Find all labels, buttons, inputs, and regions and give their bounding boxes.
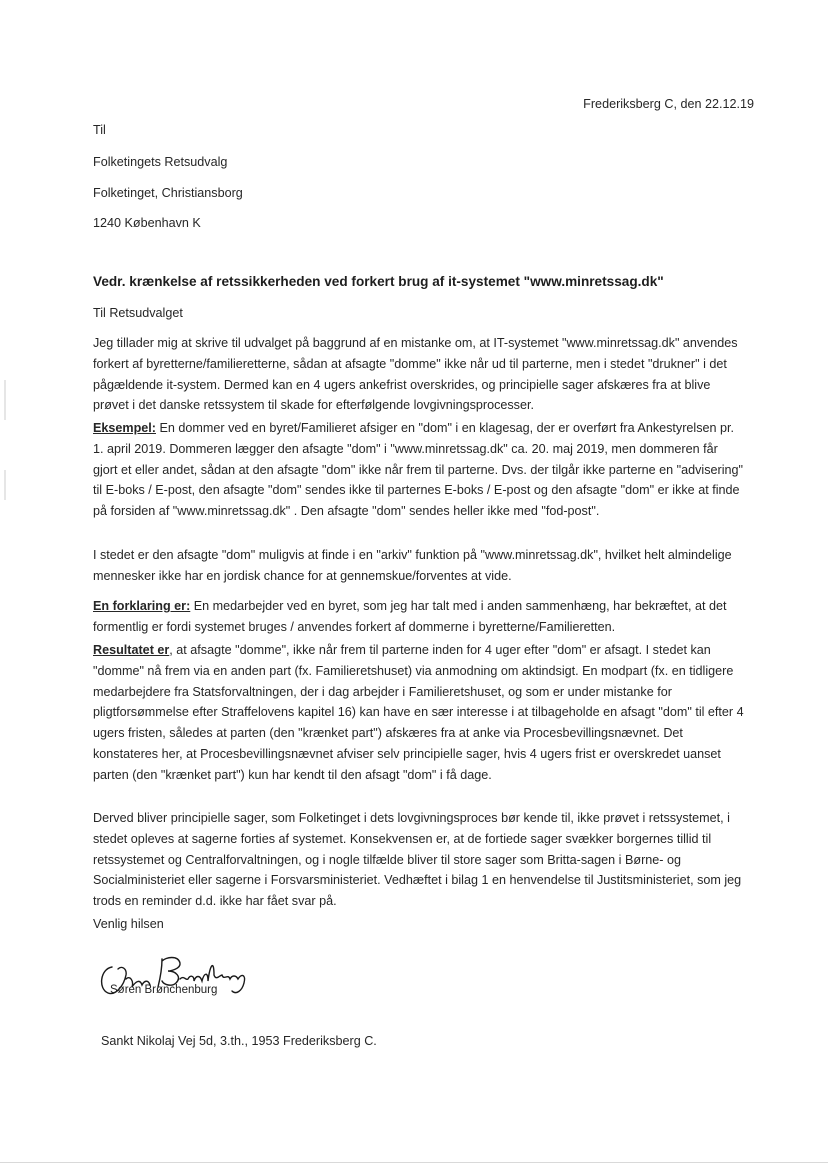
handwritten-signature [96, 945, 276, 1005]
paragraph-archive: I stedet er den afsagte "dom" muligvis at finde i en "arkiv" funktion på "www.minretssag.dk", hvilket helt almindelige mennesker ikke har en jordisk chance for at gennemskue/forventes at vide. [93, 548, 732, 583]
scan-edge-mark [4, 470, 6, 500]
paragraph-text: , at afsagte "domme", ikke når frem til parterne inden for 4 uger efter "dom" er afsagt. I stedet kan "domme" nå frem via en anden part (fx. Familieretshuset) via anmodning om aktindsigt. En modpart (fx. en tidligere medarbejdere fra Statsforvaltningen, der i dag arbejder i Familieretshuset, og som er under mistanke for pligtforsømmelse efter Straffelovens kapitel 16) kan have en sær interesse i at tilbageholde en afsagt "dom" til efter 4 ugers fristen, således at parten (den "krænket part") afskæres fra at anke via Procesbevillingsnævnet. Det konstateres her, at Procesbevillingsnævnet afviser selv principielle sager, hvis 4 ugers frist er overskredet uanset parten (den "krænket part") kun har kendt til den afsagt "dom" i få dage. [93, 643, 744, 782]
paragraph-result [93, 640, 745, 786]
recipient-line-3: 1240 København K [93, 216, 201, 230]
paragraph-lead: En forklaring er: [93, 599, 191, 613]
paragraph-explanation [93, 596, 745, 638]
paragraph-intro: Jeg tillader mig at skrive til udvalget på baggrund af en mistanke om, at IT-systemet "www.minretssag.dk" anvendes forkert af byretterne/familieretterne, sådan at afsagte "domme" ikke når ud til parterne, men i stedet "drukner" i det pågældende it-system. Dermed kan en 4 ugers ankefrist overskrides, og principielle sager afskæres fra at blive prøvet i det danske retssystem til skade for efterfølgende lovgivningsprocesser. [93, 336, 738, 413]
recipient-line-2: Folketinget, Christiansborg [93, 186, 243, 200]
salutation: Til Retsudvalget [93, 306, 183, 320]
paragraph-consequence: Derved bliver principielle sager, som Folketinget i dets lovgivningsproces bør kende til, ikke prøvet i retssystemet, i stedet opleves at sagerne forties af systemet. Konsekvensen er, at de fortiede sager svækker borgernes tillid til retssystemet og Centralforvaltningen, og i nogle tilfælde bliver til store sager som Britta-sagen i Børne- og Socialministeriet eller sagerne i Forsvarsministeriet. Vedhæftet i bilag 1 en henvendelse til Justitsministeriet, som jeg trods en reminder d.d. ikke har fået svar på. [93, 811, 742, 909]
recipient-to: Til [93, 123, 106, 137]
scan-bottom-line [0, 1162, 828, 1163]
recipient-line-1: Folketingets Retsudvalg [93, 155, 228, 169]
paragraph-text: En medarbejder ved en byret, som jeg har talt med i anden sammenhæng, har bekræftet, at det formentlig er fordi systemet bruges / anvendes forkert af dommerne i byretterne/Familieretten. [93, 599, 727, 634]
paragraph-text: En dommer ved en byret/Familieret afsiger en "dom" i en klagesag, der er overført fra Ankestyrelsen pr. 1. april 2019. Dommeren lægger den afsagte "dom" i "www.minretssag.dk" ca. 20. maj 2019, men dommeren får gjort et eller andet, sådan at den afsagte "dom" ikke når frem til parterne. Dvs. der tilgår ikke parterne en "advisering" til E-boks / E-post, den afsagte "dom" sendes ikke til parternes E-boks / E-post og den afsagte "dom" er ikke at finde på forsiden af "www.minretssag.dk" . Den afsagte "dom" sendes heller ikke med "fod-post". [93, 421, 743, 519]
closing: Venlig hilsen [93, 917, 164, 931]
signature-name: Søren Brønchenburg [110, 984, 218, 996]
sender-address: Sankt Nikolaj Vej 5d, 3.th., 1953 Frederiksberg C. [101, 1034, 377, 1048]
paragraph-example [93, 418, 745, 522]
paragraph-lead: Eksempel: [93, 421, 156, 435]
subject-heading: Vedr. krænkelse af retssikkerheden ved forkert brug af it-systemet "www.minretssag.dk" [93, 274, 664, 289]
date-line: Frederiksberg C, den 22.12.19 [583, 97, 754, 111]
scan-edge-mark [4, 380, 6, 420]
paragraph-lead: Resultatet er [93, 643, 170, 657]
